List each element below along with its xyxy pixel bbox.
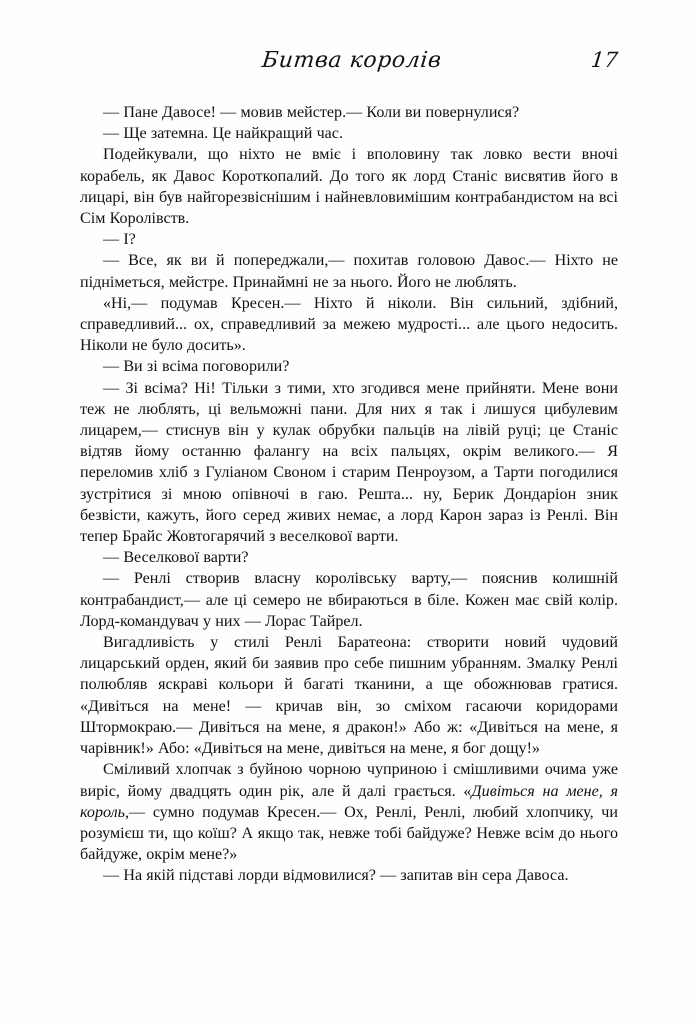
text-segment: Сміливий хлопчак з буйною чорною чуприною і смішливими очима уже виріс, йому двадцять один рік, але й далі грається. «	[80, 761, 618, 800]
paragraph: «Ні,— подумав Кресен.— Ніхто й ніколи. Він сильний, здібний, справедливий... ох, справедливий за межею мудрості... але цього недосить. Ніколи не було досить».	[80, 294, 618, 355]
page-text-block	[80, 102, 618, 887]
paragraph: Вигадливість у стилі Ренлі Баратеона: створити новий чудовий лицарський орден, який би заявив про себе пишним убранням. Змалку Ренлі полюбляв яскраві кольори й багаті тканини, а ще обожнював гратися. «Дивіться на мене! — кричав він, зо сміхом гасаючи коридорами Штормокраю.— Дивіться на мене, я дракон!» Або ж: «Дивіться на мене, я чарівник!» Або: «Дивіться на мене, дивіться на мене, я бог дощу!»	[80, 634, 618, 758]
page-number: 17	[590, 48, 620, 72]
page-header-title: Битва королів	[260, 48, 443, 73]
paragraph: — Ви зі всіма поговорили?	[103, 358, 290, 376]
paragraph: — Ренлі створив власну королівську варту,— пояснив колишній контрабандист,— але ці семеро не вбираються в біле. Кожен має свій колір. Лорд-командувач у них — Лорас Тайрел.	[80, 570, 618, 630]
paragraph: — Ще затемна. Це найкращий час.	[103, 125, 343, 143]
running-header	[80, 48, 618, 82]
paragraph: — І?	[103, 231, 136, 249]
paragraph: — Пане Давосе! — мовив мейстер.— Коли ви повернулися?	[103, 104, 520, 121]
text-segment: ,— сумно подумав Кресен.— Ох, Ренлі, Ренлі, любий хлопчику, чи розумієш ти, що коїш? А якщо так, невже тобі байдуже? Невже всім до нього байдуже, окрім мене?»	[80, 803, 618, 864]
paragraph-with-italic	[80, 759, 618, 865]
paragraph: Подейкували, що ніхто не вміє і вполовину так ловко вести вночі корабель, як Давос Короткопалий. До того як лорд Станіс висвятив його в лицарі, він був найгорезвіснішим і найневловимішим контрабандистом на всі Сім Королівств.	[80, 146, 618, 228]
italic-quote: Дивіться на мене, я король	[80, 782, 618, 821]
paragraph: — Все, як ви й попереджали,— похитав головою Давос.— Ніхто не підніметься, мейстре. Принаймні не за нього. Його не люблять.	[80, 252, 618, 291]
paragraph: — На якій підставі лорди відмовилися? — запитав він сера Давоса.	[103, 867, 569, 885]
paragraph: — Веселкової варти?	[103, 549, 249, 567]
paragraph: — Зі всіма? Ні! Тільки з тими, хто згодився мене прийняти. Мене вони теж не люблять, ці вельможні пани. Для них я так і лишуся цибулевим лицарем,— стиснув він у кулак обрубки пальців на лівій руці; це Станіс відтяв йому останню фалангу на всіх пальцях, окрім великого.— Я переломив хліб з Гуліаном Своном і старим Пенроузом, а Тарти погодилися зустрітися зі мною опівночі в гаю. Решта... ну, Берик Дондаріон зник безвісти, кажуть, його серед живих немає, а лорд Карон зараз із Ренлі. Він тепер Брайс Жовтогарячий з веселкової варти.	[80, 379, 618, 546]
